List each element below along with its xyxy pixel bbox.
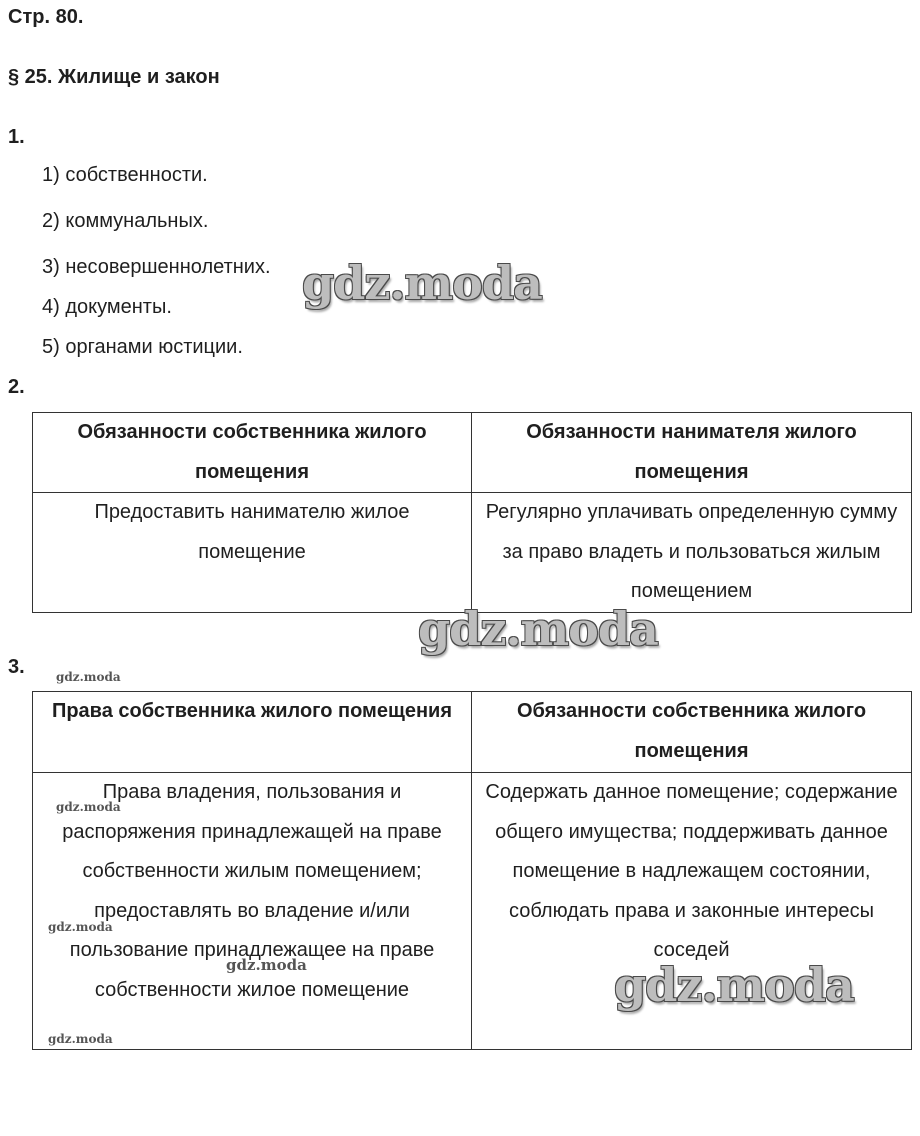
table-header: Обязанности нанимателя жилого помещения [472, 413, 912, 493]
table-cell: Регулярно уплачивать определенную сумму за право владеть и пользоваться жилым помещением [472, 493, 912, 613]
table-cell: Содержать данное помещение; содержание общего имущества; поддерживать данное помещение в надлежащем состоянии, соблюдать права и законные интересы соседей [472, 773, 912, 1050]
task-2-table [32, 412, 912, 613]
task-1-number: 1. [8, 126, 25, 148]
table-header: Обязанности собственника жилого помещения [33, 413, 472, 493]
watermark: gdz.moda [48, 920, 113, 934]
table-cell: Предоставить нанимателю жилое помещение [33, 493, 472, 613]
page-number: Стр. 80. [8, 6, 84, 28]
table-cell: Права владения, пользования и распоряжения принадлежащей на праве собственности жилым помещением; предоставлять во владение и/или пользование принадлежащее на праве собственности жилое помещение [33, 773, 472, 1050]
task-1-answer: 3) несовершеннолетних. [42, 256, 271, 278]
watermark: gdz.moda [56, 670, 121, 684]
watermark: gdz.moda [56, 800, 121, 814]
table-header: Права собственника жилого помещения [33, 692, 472, 773]
watermark: gdz.moda [226, 956, 307, 974]
watermark: gdz.moda [614, 958, 854, 1012]
task-1-answer: 4) документы. [42, 296, 172, 318]
task-1-answer: 2) коммунальных. [42, 210, 209, 232]
watermark: gdz.moda [302, 256, 542, 310]
section-title: § 25. Жилище и закон [8, 66, 220, 88]
watermark: gdz.moda [48, 1032, 113, 1046]
task-2-number: 2. [8, 376, 25, 398]
task-3-number: 3. [8, 656, 25, 678]
task-1-answer: 1) собственности. [42, 164, 208, 186]
watermark: gdz.moda [418, 602, 658, 656]
table-header: Обязанности собственника жилого помещения [472, 692, 912, 773]
task-1-answer: 5) органами юстиции. [42, 336, 243, 358]
